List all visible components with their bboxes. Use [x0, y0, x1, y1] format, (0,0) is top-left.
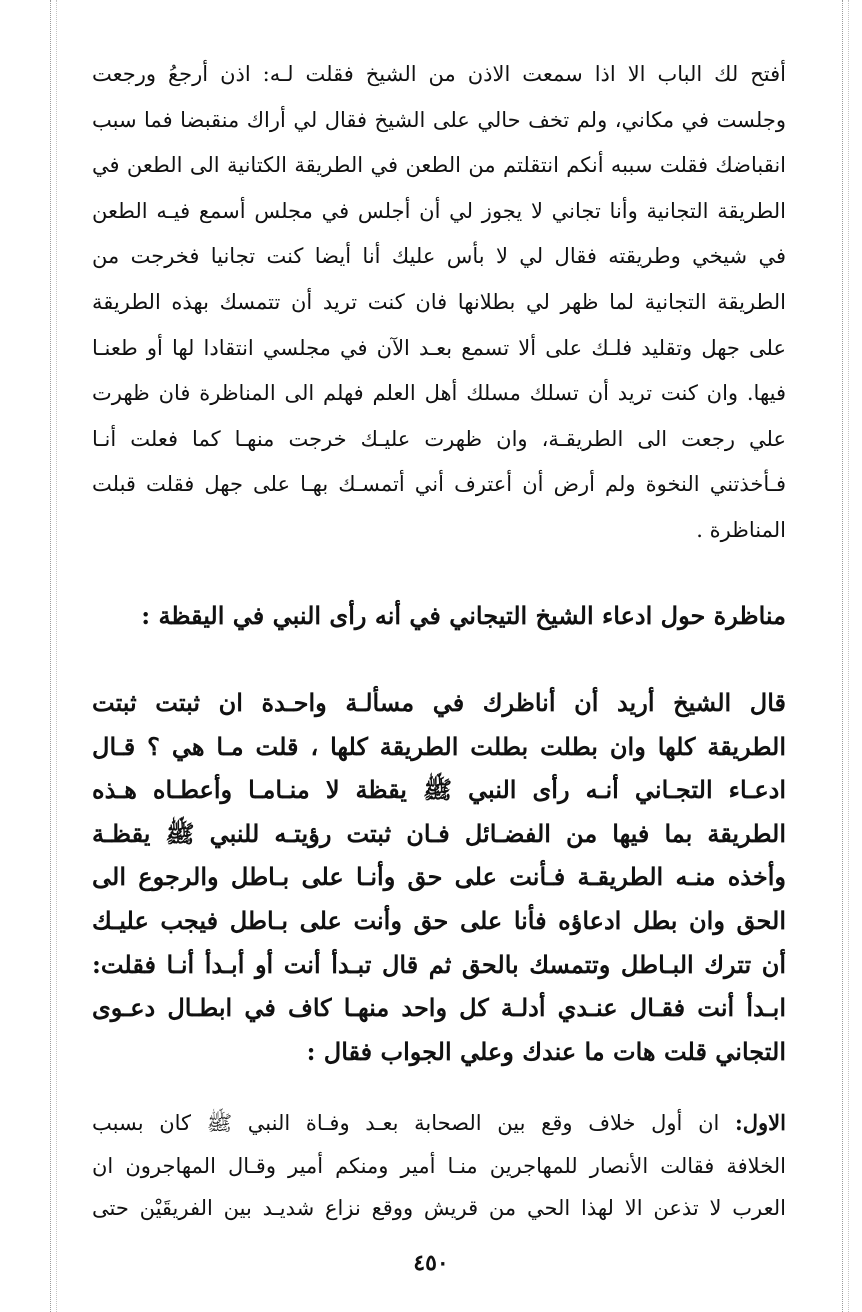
scan-margin-dots	[842, 0, 843, 1312]
scan-margin-dots	[848, 0, 849, 1312]
text-line: على جهل وتقليد فلـك على ألا تسمع بعـد الآن في مجلسي انتقادا لها أو طعنـا	[92, 335, 786, 360]
text-line: وأخذه منـه الطريقـة فـأنت على حق وأنـا على بـاطل والرجوع الى	[92, 862, 786, 892]
text-line: فـأخذتني النخوة ولم أرض أن أعترف أني أتمسـك بهـا على جهل فقلت قبلت	[92, 472, 786, 497]
text-line: ابـدأ أنت فقـال عنـدي أدلـة كل واحد منهـا كاف في ابطـال دعـوى	[92, 993, 786, 1023]
text-line: أن تترك البـاطل وتتمسك بالحق ثم قال تبـدأ أنت أو أبـدأ أنـا فقلت:	[92, 949, 786, 979]
text-line: علي رجعت الى الطريقـة، وان ظهرت عليـك خرجت منهـا كما فعلت أنـا	[92, 426, 786, 451]
paragraph-debate	[92, 681, 786, 1073]
text-line: المناظرة .	[696, 517, 786, 542]
text-line: ادعـاء التجـاني أنـه رأى النبي ﷺ يقظة لا منـامـا وأعطـاه هـذه	[92, 775, 786, 805]
text-line: الطريقة كلها وان بطلت بطلت الطريقة كلها ، قلت مـا هي ؟ قـال	[92, 731, 786, 761]
text-line: أفتح لك الباب الا اذا سمعت الاذن من الشيخ فقلت لـه: اذن أرجعُ ورجعت	[92, 62, 786, 86]
paragraph-dialogue-intro	[92, 52, 786, 554]
text-line: فيها. وان كنت تريد أن تسلك مسلك أهل العلم فهلم الى المناظرة فان ظهرت	[92, 381, 786, 406]
text-line	[92, 1102, 786, 1145]
page-number: ٤٥٠	[413, 1250, 449, 1276]
text-line: انقباضك فقلت سببه أنكم انتقلتم من الطعن في الطريقة الكتانية الى الطعن في	[92, 153, 786, 178]
text-line: الخلافة فقالت الأنصار للمهاجرين منـا أمير ومنكم أمير وقـال المهاجرون ان	[92, 1153, 786, 1178]
text-line: العرب لا تذعن الا لهذا الحي من قريش ووقع نزاع شديـد بين الفريقَيْن حتى	[92, 1196, 786, 1220]
text-line: الطريقة بما فيها من الفضـائل فـان ثبتت رؤيتـه للنبي ﷺ يقظـة	[92, 818, 786, 848]
text-line: وجلست في مكاني، ولم تخف حالي على الشيخ فقال لي أراك منقبضا فما سبب	[92, 107, 786, 132]
argument-label: الاول:	[735, 1110, 786, 1135]
text-line-content: ان أول خلاف وقع بين الصحابة بعـد وفـاة النبي ﷺ كان بسبب	[92, 1111, 720, 1135]
scan-margin-dots	[50, 0, 51, 1312]
text-line: التجاني قلت هات ما عندك وعلي الجواب فقال :	[306, 1036, 786, 1066]
text-line: في شيخي وطريقته فقال لي لا بأس عليك أنا أيضا كنت تجانيا فخرجت من	[92, 244, 786, 269]
text-line: قال الشيخ أريد أن أناظرك في مسألـة واحـدة ان ثبتت ثبتت	[92, 688, 786, 717]
text-line: الطريقة التجانية لما ظهر لي بطلانها فان كنت تريد أن تتمسك بهذه الطريقة	[92, 289, 786, 314]
text-line: الطريقة التجانية وأنا تجاني لا يجوز لي أن أجلس في مجلس أسمع فيـه الطعن	[92, 198, 786, 223]
section-heading: مناظرة حول ادعاء الشيخ التيجاني في أنه رأى النبي في اليقظة :	[141, 601, 786, 630]
scan-margin-dots	[56, 0, 57, 1312]
text-line: الحق وان بطل ادعاؤه فأنا على حق وأنت على بـاطل فيجب عليـك	[92, 905, 786, 935]
paragraph-first-argument	[92, 1102, 786, 1230]
